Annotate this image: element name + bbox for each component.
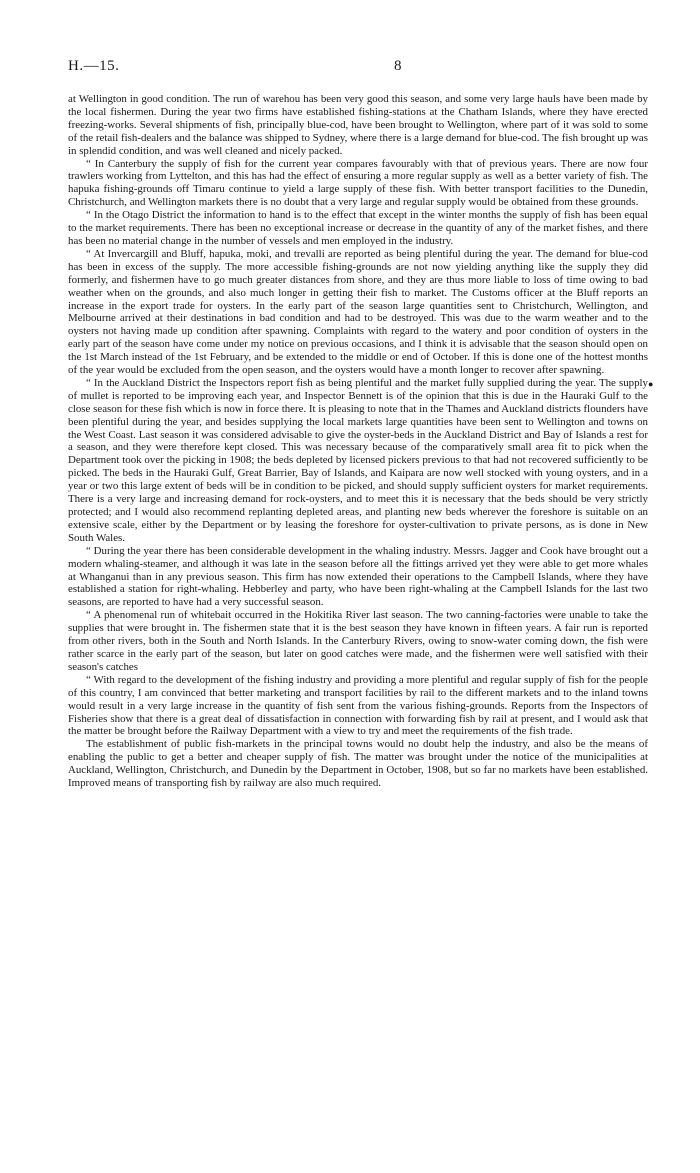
- page-number: 8: [394, 58, 402, 74]
- document-reference: H.—15.: [68, 58, 120, 74]
- paragraph: “ With regard to the development of the fishing industry and providing a more plentiful and regular supply of fish for the people of this country, I am convinced that better marketing and transport facilities by rail to the different markets and to the inland towns would result in a very large increase in the quantity of fish sent from the various fishing-grounds. Reports from the Inspectors of Fisheries show that there is a great deal of dissatisfaction in connection with forwarding fish by rail at present, and I would ask that the matter be brought before the Railway Department with a view to try and meet the requirements of the fish trade.: [68, 673, 648, 738]
- paragraph: “ In the Otago District the information to hand is to the effect that except in the winter months the supply of fish has been equal to the market requirements. There has been no exceptional increase or decrease in the quantity of any of the market fishes, and there has been no material change in the number of vessels and men employed in the industry.: [68, 209, 648, 247]
- paragraph: The establishment of public fish-markets in the principal towns would no doubt help the industry, and also be the means of enabling the public to get a better and cheaper supply of fish. The matter was brought under the notice of the municipalities at Auckland, Wellington, Christchurch, and Dunedin by the Department in October, 1908, but so far no markets have been established. Improved means of transporting fish by railway are also much required.: [68, 738, 648, 790]
- paragraph: “ In the Auckland District the Inspectors report fish as being plentiful and the market fully supplied during the year. The supply of mullet is reported to be improving each year, and Inspector Bennett is of the opinion that this is due in the Hauraki Gulf to the close season for these fish which is now in force there. It is pleasing to note that in the Thames and Auckland districts flounders have been plentiful during the year, and besides supplying the local markets large quantities have been sent to Wellington and towns on the West Coast. Last season it was considered advisable to give the oyster-beds in the Auckland District and Bay of Islands a rest for a season, and they were therefore kept closed. This was necessary because of the comparatively small area fit to pick when the Department took over the picking in 1908; the beds depleted by licensed pickers previous to that had not recovered sufficiently to be picked. The beds in the Hauraki Gulf, Great Barrier, Bay of Islands, and Kaipara are now well stocked with young oysters, and in a year or two this large extent of beds will be in condition to be picked, and should supply sufficient oysters for market requirements. There is a very large and increasing demand for rock-oysters, and to meet this it is necessary that the beds should be very strictly protected; and I would also recommend replanting depleted areas, and planting new beds wherever the foreshore is suitable on an extensive scale, either by the Department or by leasing the foreshore for oyster-cultivation to private persons, as is done in New South Wales.: [68, 376, 648, 544]
- paragraph: “ In Canterbury the supply of fish for the current year compares favourably with that of previous years. There are now four trawlers working from Lyttelton, and this has had the effect of ensuring a more regular supply as well as a better variety of fish. The hapuka fishing-grounds off Timaru continue to yield a large supply of these fish. With better transport facilities to the Dunedin, Christchurch, and Wellington markets there is no doubt that a very large and regular supply would be obtained from these grounds.: [68, 157, 648, 209]
- paragraph: “ A phenomenal run of whitebait occurred in the Hokitika River last season. The two canning-factories were unable to take the supplies that were brought in. The fishermen state that it is the best season they have known in fifteen years. A fair run is reported from other rivers, both in the South and North Islands. In the Canterbury Rivers, owing to snow-water coming down, the fish were rather scarce in the early part of the season, but later on good catches were made, and the fishermen were well satisfied with their season's catches: [68, 609, 648, 673]
- body-text: [68, 93, 648, 790]
- paragraph: “ During the year there has been considerable development in the whaling industry. Messrs. Jagger and Cook have brought out a modern whaling-steamer, and although it was late in the season before all the fittings arrived yet they were able to get more whales at Whanganui than in any previous season. This firm has now extended their operations to the Campbell Islands, where they have established a station for right-whaling. Hebberley and party, who have been right-whaling at the Campbell Islands for the last two seasons, are reported to have had a very successful season.: [68, 544, 648, 609]
- page-header: [68, 58, 648, 78]
- margin-mark-icon: ●: [648, 379, 654, 389]
- paragraph: at Wellington in good condition. The run of warehou has been very good this season, and some very large hauls have been made by the local fishermen. During the year two firms have established fishing-stations at the Chatham Islands, where they have erected freezing-works. Several shipments of fish, principally blue-cod, have been brought to Wellington, where part of it was sold to some of the retail fish-dealers and the balance was shipped to Sydney, where there is a large demand for blue-cod. The fish brought up was in splendid condition, and was well cleaned and nicely packed.: [68, 93, 648, 157]
- paragraph: “ At Invercargill and Bluff, hapuka, moki, and trevalli are reported as being plentiful during the year. The demand for blue-cod has been in excess of the supply. The more accessible fishing-grounds are not now yielding anything like the supply they did formerly, and fishermen have to go much greater distances from shore, and they are thus more liable to loss of time owing to bad weather when on the grounds, and also much longer in getting their fish to market. The Customs officer at the Bluff reports an increase in the export trade for oysters. In the early part of the season large quantities sent to Christchurch, Wellington, and Melbourne arrived at their destinations in bad condition and had to be destroyed. This was due to the warm weather and to the oysters not having made up condition after spawning. Complaints with regard to the watery and poor condition of oysters in the early part of the season have come under my notice on previous occasions, and I think it is advisable that the season should open on the 1st March instead of the 1st February, and be extended to the middle or end of October. If this is done one of the hottest months of the year would be excluded from the open season, and the oysters would have a month longer to recover after spawning.: [68, 247, 648, 377]
